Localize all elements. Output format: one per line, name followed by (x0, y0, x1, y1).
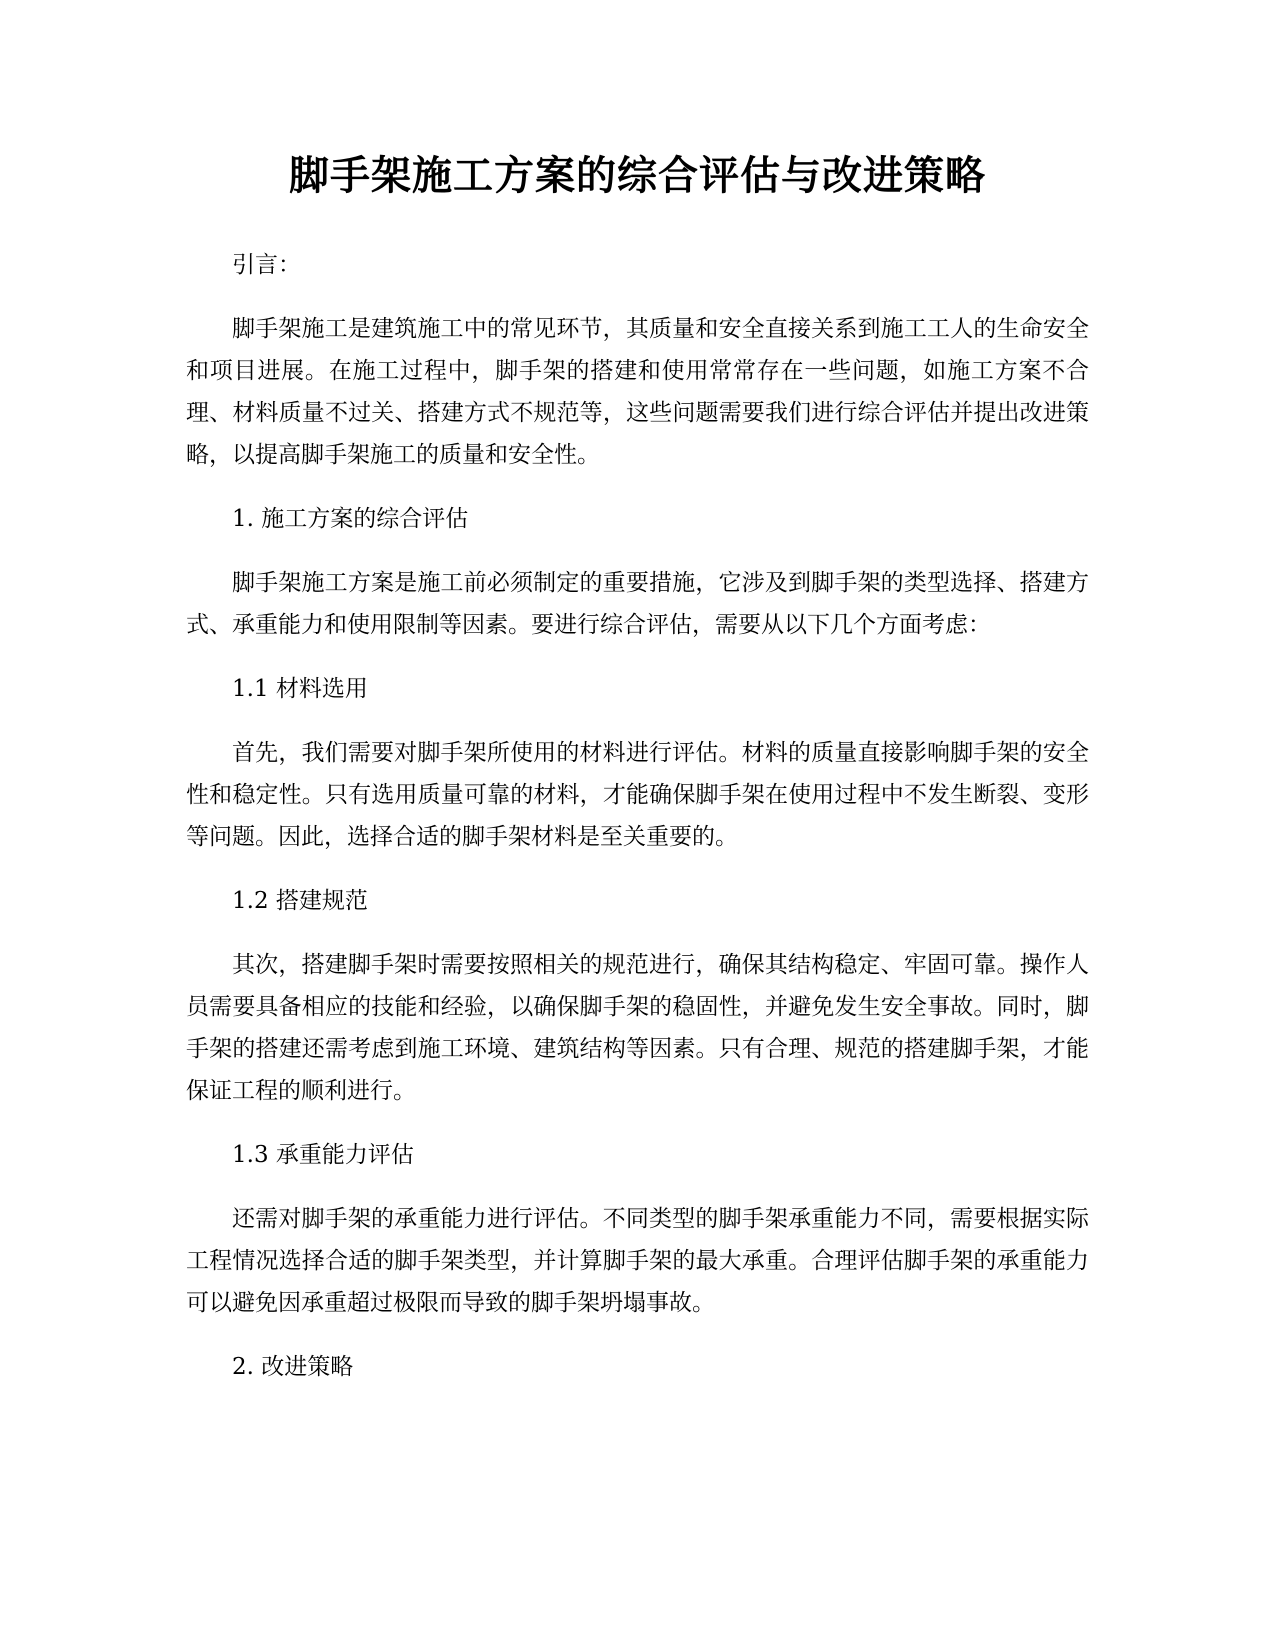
section-1-1-heading: 1.1 材料选用 (232, 676, 368, 702)
section-1-2-paragraph: 其次，搭建脚手架时需要按照相关的规范进行，确保其结构稳定、牢固可靠。操作人员需要具备相应的技能和经验，以确保脚手架的稳固性，并避免发生安全事故。同时，脚手架的搭建还需考虑到施工环境、建筑结构等因素。只有合理、规范的搭建脚手架，才能保证工程的顺利进行。 (186, 952, 1089, 1104)
document-title: 脚手架施工方案的综合评估与改进策略 (289, 153, 986, 199)
intro-heading: 引言： (232, 252, 301, 278)
intro-paragraph: 脚手架施工是建筑施工中的常见环节，其质量和安全直接关系到施工工人的生命安全和项目进展。在施工过程中，脚手架的搭建和使用常常存在一些问题，如施工方案不合理、材料质量不过关、搭建方式不规范等，这些问题需要我们进行综合评估并提出改进策略，以提高脚手架施工的质量和安全性。 (186, 316, 1089, 468)
section-1-1-paragraph: 首先，我们需要对脚手架所使用的材料进行评估。材料的质量直接影响脚手架的安全性和稳定性。只有选用质量可靠的材料，才能确保脚手架在使用过程中不发生断裂、变形等问题。因此，选择合适的脚手架材料是至关重要的。 (186, 740, 1089, 850)
section-1-3-paragraph: 还需对脚手架的承重能力进行评估。不同类型的脚手架承重能力不同，需要根据实际工程情况选择合适的脚手架类型，并计算脚手架的最大承重。合理评估脚手架的承重能力可以避免因承重超过极限而导致的脚手架坍塌事故。 (186, 1206, 1089, 1316)
section-1-paragraph: 脚手架施工方案是施工前必须制定的重要措施，它涉及到脚手架的类型选择、搭建方式、承重能力和使用限制等因素。要进行综合评估，需要从以下几个方面考虑： (186, 570, 1089, 638)
section-1-3-heading: 1.3 承重能力评估 (232, 1142, 414, 1168)
section-2-heading: 2. 改进策略 (232, 1354, 354, 1380)
section-1-2-heading: 1.2 搭建规范 (232, 888, 368, 914)
section-1-heading: 1. 施工方案的综合评估 (232, 506, 469, 532)
document-body (186, 244, 1089, 1410)
